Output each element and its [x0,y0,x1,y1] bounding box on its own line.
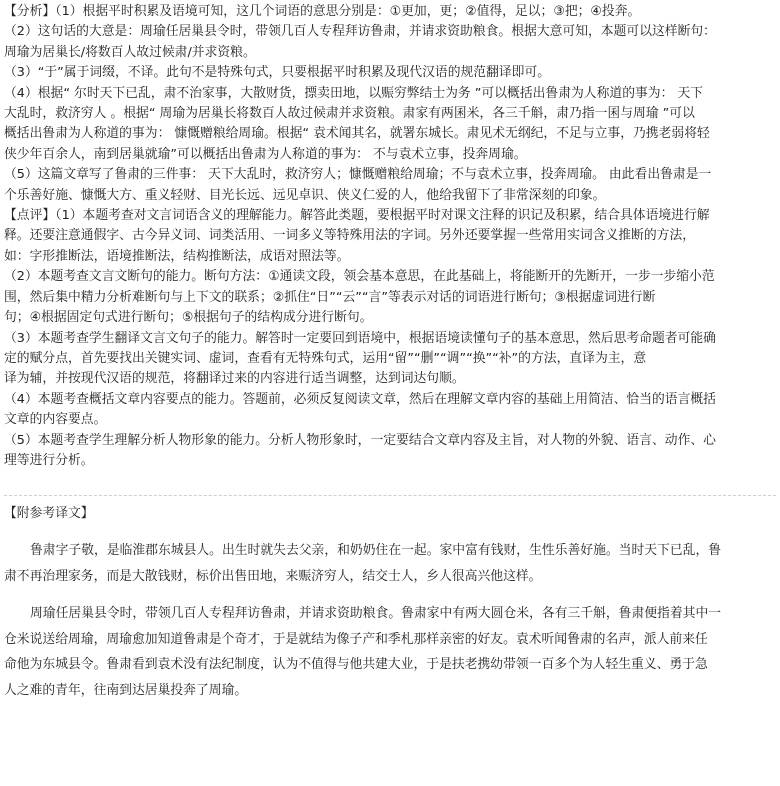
analysis-line: 周瑜为居巢长/将数百人故过候肃/并求资粮。 [4,44,256,60]
analysis-line: 个乐善好施、慷慨大方、重义轻财、目光长远、远见卓识、侠义仁爱的人，他给我留下了非常深刻的印象。 [4,187,606,203]
comment-line: （4）本题考查概括文章内容要点的能力。答题前，必须反复阅读文章，然后在理解文章内容的基础上用简洁、恰当的语言概括 [4,391,716,407]
comment-line: 译为辅，并按现代汉语的规范，将翻译过来的内容进行适当调整，达到词达句顺。 [4,371,465,387]
analysis-line: 概括出鲁肃为人称道的事为： 慷慨赠粮给周瑜。根据“ 袁术闻其名，就署东城长。肃见术无纲纪，不足与立事，乃携老弱将轻 [4,126,710,142]
comment-line: 释。还要注意通假字、古今异义词、词类活用、一词多义等特殊用法的字词。另外还要掌握一些常用实词含义推断的方法， [4,228,696,244]
translation-paragraph [4,538,776,589]
analysis-line: （4）根据“ 尔时天下已乱，肃不治家事，大散财货，摽卖田地，以赈穷弊结士为务 ”可以概括出鲁肃为人称道的事为： 天下 [4,85,704,101]
translation-title: 【附参考译文】 [4,506,94,522]
spacer [4,471,776,491]
translation-line: 肃不再治理家务，而是大散钱财，标价出售田地，来赈济穷人，结交士人，乡人很高兴他这样。 [4,568,542,584]
translation-line: 周瑜任居巢县令时，带领几百人专程拜访鲁肃，并请求资助粮食。鲁肃家中有两大圆仓米，各有三千斛，鲁肃便指着其中一 [30,606,722,622]
analysis-line: 侠少年百余人，南到居巢就瑜”可以概括出鲁肃为人称道的事为： 不与袁术立事，投奔周瑜。 [4,146,527,162]
comment-line: 理等进行分析。 [4,452,94,468]
comment-line: （2）本题考查文言文断句的能力。断句方法：①通读文段，领会基本意思，在此基础上，将能断开的先断开，一步一步缩小范 [4,269,715,285]
comment-section [4,206,776,471]
analysis-section [4,0,776,206]
comment-line: 定的赋分点，首先要找出关键实词、虚词，查看有无特殊句式，运用“留”“删”“调”“换”“补”的方法，直译为主，意 [4,350,647,366]
analysis-line: （3）“于”属于词缀，不译。此句不是特殊句式，只要根据平时积累及现代汉语的规范翻译即可。 [4,65,551,81]
analysis-line: （5）这篇文章写了鲁肃的三件事： 天下大乱时，救济穷人；慷慨赠粮给周瑜；不与袁术立事，投奔周瑜。 由此看出鲁肃是一 [4,167,712,183]
analysis-line: （2）这句话的大意是：周瑜任居巢县令时，带领几百人专程拜访鲁肃，并请求资助粮食。根据大意可知，本题可以这样断句： [4,24,716,40]
comment-line: （5）本题考查学生理解分析人物形象的能力。分析人物形象时，一定要结合文章内容及主旨，对人物的外貌、语言、动作、心 [4,432,716,448]
section-divider [4,495,776,496]
comment-line: 围，然后集中精力分析难断句与上下文的联系；②抓住“日”“云”“言”等表示对话的词语进行断句；③根据虚词进行断 [4,289,656,305]
analysis-line: 大乱时，救济穷人 。根据“ 周瑜为居巢长将数百人故过候肃并求资粮。肃家有两囷米，各三千斛，肃乃指一囷与周瑜 ”可以 [4,106,695,122]
translation-line: 仓米说送给周瑜，周瑜愈加知道鲁肃是个奇才，于是就结为像子产和季札那样亲密的好友。袁术听闻鲁肃的名声，派人前来任 [4,631,708,647]
translation-line: 人之难的青年，往南到达居巢投奔了周瑜。 [4,682,248,698]
comment-line: 文章的内容要点。 [4,412,107,428]
translation-line: 鲁肃字子敬，是临淮郡东城县人。出生时就失去父亲，和奶奶住在一起。家中富有钱财，生性乐善好施。当时天下已乱，鲁 [30,543,722,559]
comment-line: 句；④根据固定句式进行断句；⑤根据句子的结构成分进行断句。 [4,310,373,326]
analysis-line: 【分析】（1）根据平时积累及语境可知，这几个词语的意思分别是：①更加，更；②值得，足以；③把；④投奔。 [4,4,641,19]
translation-section [4,504,776,703]
comment-line: 如：字形推断法，语境推断法，结构推断法，成语对照法等。 [4,248,350,264]
translation-line: 命他为东城县令。鲁肃看到袁术没有法纪制度，认为不值得与他共建大业，于是扶老携幼带领一百多个为人轻生重义、勇于急 [4,657,708,673]
translation-paragraph [4,601,776,703]
comment-line: （3）本题考查学生翻译文言文句子的能力。解答时一定要回到语境中，根据语境读懂句子的基本意思，然后思考命题者可能确 [4,330,716,346]
comment-line: 【点评】（1）本题考查对文言词语含义的理解能力。解答此类题，要根据平时对课文注释的识记及积累，结合具体语境进行解 [4,208,710,224]
